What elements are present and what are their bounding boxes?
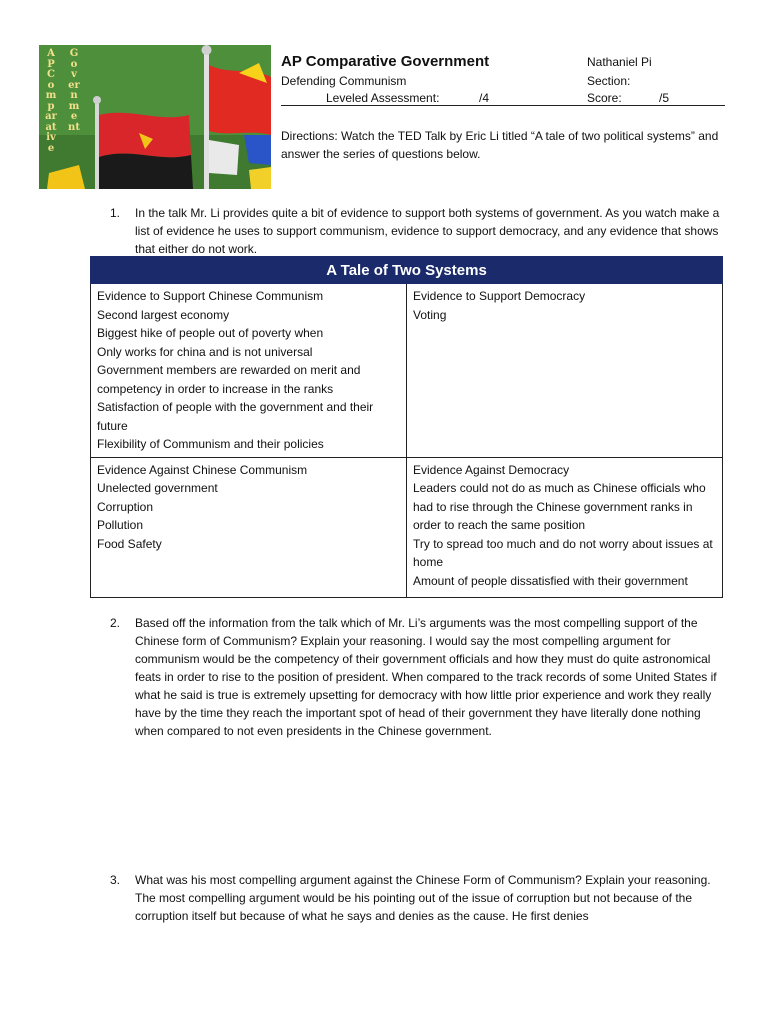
tale-of-two-systems-table xyxy=(90,256,723,598)
question-text: What was his most compelling argument against the Chinese Form of Communism? Explain your reasoning. The most compelling argument would be his pointing out of the issue of corruption but not because of the corruption itself but because of what he says and denies as the cause. He first denies xyxy=(135,873,711,923)
question-number: 1. xyxy=(110,206,121,220)
list-item: Leaders could not do as much as Chinese officials who had to rise through the Chinese government ranks in order to reach the same position xyxy=(413,481,706,532)
list-item: Voting xyxy=(413,307,447,322)
cell-heading: Evidence Against Democracy xyxy=(413,462,570,477)
cell-heading: Evidence to Support Democracy xyxy=(413,289,586,303)
course-logo xyxy=(39,45,271,189)
score-value: /5 xyxy=(659,91,670,105)
list-item: Unelected government xyxy=(97,481,218,495)
list-item: Food Safety xyxy=(97,536,162,551)
section-label: Section: xyxy=(587,74,631,88)
logo-left-text: AP Comparative xyxy=(45,48,57,154)
list-item: Try to spread too much and do not worry about issues at home xyxy=(413,536,713,569)
question-text: Based off the information from the talk which of Mr. Li’s arguments was the most compelling support of the Chinese form of Communism? Explain your reasoning. I would say the most compelling argument for communism would be the competency of their government officials and how they must do quite astronomical feats in order to rise to the position of president. When compared to the track records of some United States if what he said is true is extremely upsetting for democracy with how little prior experience and work they really have by the time they reach the important spot of head of their government they have literally done nothing when compared to not even presidents in the Chinese government. xyxy=(135,616,717,738)
list-item: Satisfaction of people with the government and their future xyxy=(97,400,374,433)
cell-against-democracy xyxy=(407,457,723,597)
leveled-assessment-value: /4 xyxy=(479,91,490,105)
list-item: Government members are rewarded on merit and competency in order to increase in the ranks xyxy=(97,363,361,396)
list-item: Amount of people dissatisfied with their government xyxy=(413,573,688,588)
cell-support-communism xyxy=(91,284,407,458)
question-text: In the talk Mr. Li provides quite a bit of evidence to support both systems of government. As you watch make a list of evidence he uses to support communism, evidence to support democracy, and any evidence that shows that either do not work. xyxy=(135,206,720,256)
list-item: Second largest economy xyxy=(97,307,230,322)
table-title: A Tale of Two Systems xyxy=(91,257,723,284)
student-name: Nathaniel Pi xyxy=(587,55,652,69)
question-number: 3. xyxy=(110,873,121,887)
directions-text: Directions: Watch the TED Talk by Eric Li titled “A tale of two political systems” and answer the series of questions below. xyxy=(281,129,719,161)
cell-support-democracy xyxy=(407,284,723,458)
cell-against-communism xyxy=(91,457,407,597)
cell-heading: Evidence to Support Chinese Communism xyxy=(97,289,324,303)
cell-heading: Evidence Against Chinese Communism xyxy=(97,462,308,477)
list-item: Pollution xyxy=(97,518,144,532)
question-number: 2. xyxy=(110,616,121,630)
list-item: Only works for china and is not universal xyxy=(97,344,313,359)
page-title: AP Comparative Government xyxy=(281,53,490,70)
assessment-row xyxy=(281,90,725,106)
leveled-assessment-label: Leveled Assessment: xyxy=(326,91,440,105)
list-item: Corruption xyxy=(97,499,154,514)
list-item: Biggest hike of people out of poverty when xyxy=(97,326,324,340)
assignment-subtitle: Defending Communism xyxy=(281,74,407,88)
score-label: Score: xyxy=(587,91,622,105)
logo-right-text: Government xyxy=(68,48,80,133)
list-item: Flexibility of Communism and their policies xyxy=(97,437,324,451)
